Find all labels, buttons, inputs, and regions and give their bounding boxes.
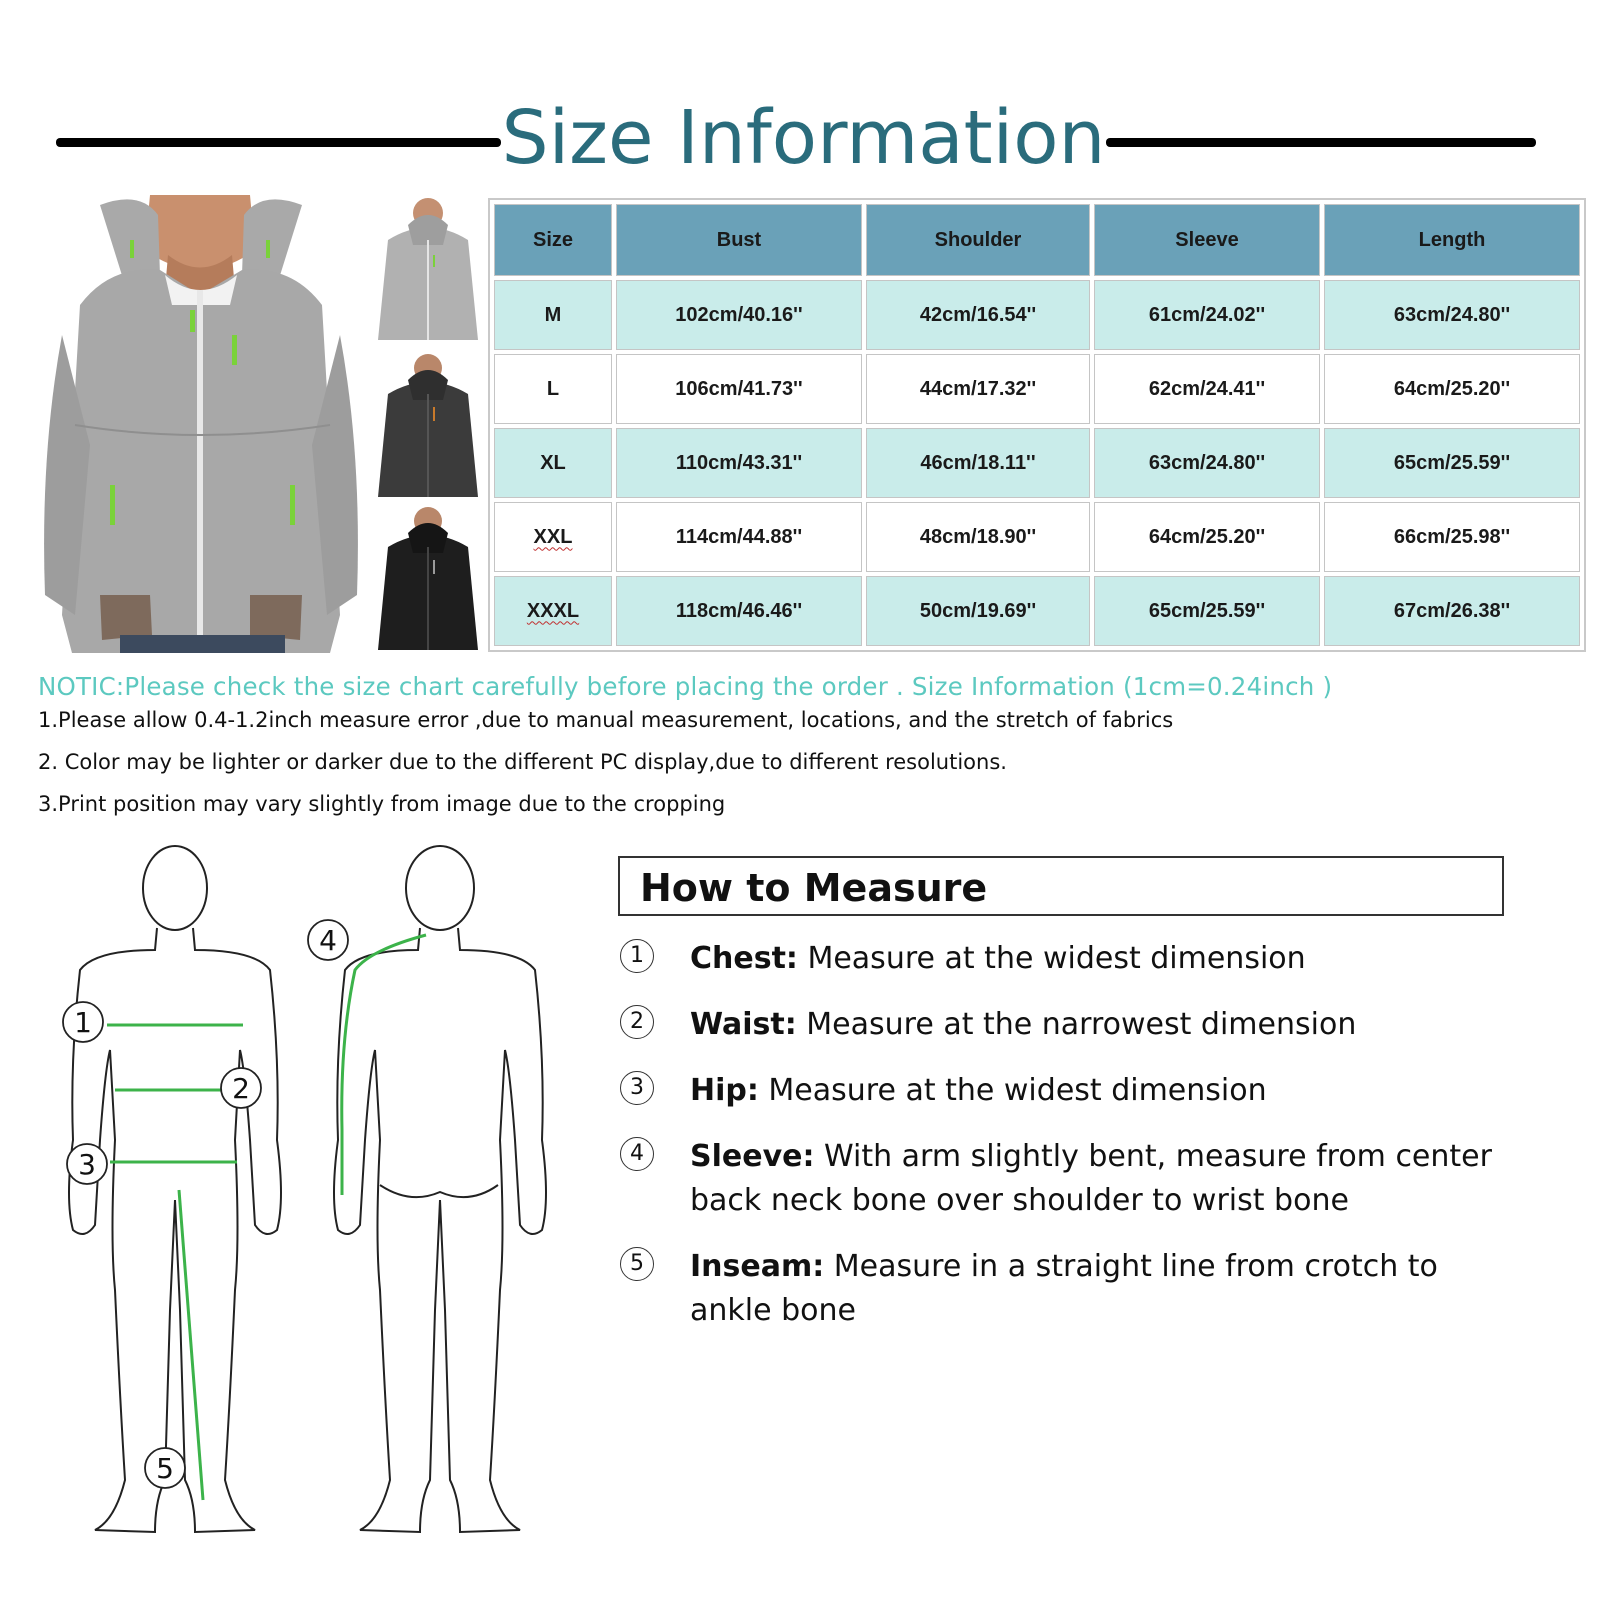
cell-length: 66cm/25.98'' (1324, 502, 1580, 572)
table-row (494, 354, 1580, 424)
cell-size: L (494, 354, 612, 424)
measure-label: Chest: (690, 941, 798, 976)
measure-label: Sleeve: (690, 1139, 815, 1174)
cell-sleeve: 64cm/25.20'' (1094, 502, 1320, 572)
measure-label: Hip: (690, 1073, 759, 1108)
measure-label: Waist: (690, 1007, 797, 1042)
table-row (494, 502, 1580, 572)
figure-marker-2: 2 (232, 1072, 250, 1105)
cell-shoulder: 48cm/18.90'' (866, 502, 1090, 572)
title-rule-left (56, 138, 501, 147)
figure-marker-1: 1 (74, 1006, 92, 1039)
note-print-position: 3.Print position may vary slightly from image due to the cropping (38, 792, 726, 816)
figure-marker-5: 5 (156, 1452, 174, 1485)
product-thumbnail-light-grey (373, 195, 483, 350)
note-measure-error: 1.Please allow 0.4-1.2inch measure error ,due to manual measurement, locations, and the stretch of fabrics (38, 708, 1174, 732)
measure-description (690, 937, 1520, 981)
cell-length: 67cm/26.38'' (1324, 576, 1580, 646)
page-title: Size Information (501, 95, 1106, 181)
cell-bust: 114cm/44.88'' (616, 502, 862, 572)
header-shoulder: Shoulder (866, 204, 1090, 276)
cell-bust: 118cm/46.46'' (616, 576, 862, 646)
cell-sleeve: 65cm/25.59'' (1094, 576, 1320, 646)
cell-shoulder: 44cm/17.32'' (866, 354, 1090, 424)
product-thumbnail-dark-grey (373, 352, 483, 502)
measure-text: Measure at the widest dimension (797, 941, 1306, 976)
header-bust: Bust (616, 204, 862, 276)
cell-bust: 106cm/41.73'' (616, 354, 862, 424)
header-size: Size (494, 204, 612, 276)
header-length: Length (1324, 204, 1580, 276)
size-notice: NOTIC:Please check the size chart carefully before placing the order . Size Information (1cm=0.24inch ) (38, 672, 1333, 701)
product-thumbnail-black (373, 505, 483, 655)
table-row (494, 576, 1580, 646)
table-row (494, 428, 1580, 498)
cell-size-text: XXXL (526, 599, 580, 622)
cell-size: XL (494, 428, 612, 498)
header-sleeve: Sleeve (1094, 204, 1320, 276)
cell-size (494, 576, 612, 646)
how-to-measure-title: How to Measure (640, 866, 988, 910)
cell-size (494, 502, 612, 572)
measure-text: Measure at the narrowest dimension (796, 1007, 1357, 1042)
title-bar (56, 88, 1536, 198)
cell-shoulder: 42cm/16.54'' (866, 280, 1090, 350)
table-header-row (494, 204, 1580, 276)
cell-shoulder: 50cm/19.69'' (866, 576, 1090, 646)
measure-number-3: 3 (620, 1071, 654, 1105)
cell-bust: 110cm/43.31'' (616, 428, 862, 498)
measure-number-5: 5 (620, 1247, 654, 1281)
cell-sleeve: 61cm/24.02'' (1094, 280, 1320, 350)
measure-text: Measure in a straight line from crotch to ankle bone (690, 1249, 1438, 1328)
figure-marker-3: 3 (78, 1148, 96, 1181)
cell-size: M (494, 280, 612, 350)
cell-bust: 102cm/40.16'' (616, 280, 862, 350)
measure-label: Inseam: (690, 1249, 825, 1284)
cell-size-text: XXL (533, 525, 573, 548)
measure-number-4: 4 (620, 1137, 654, 1171)
measure-text: With arm slightly bent, measure from center back neck bone over shoulder to wrist bone (690, 1139, 1492, 1218)
measure-description (690, 1135, 1520, 1223)
measure-description (690, 1069, 1520, 1113)
measure-text: Measure at the widest dimension (758, 1073, 1267, 1108)
cell-shoulder: 46cm/18.11'' (866, 428, 1090, 498)
measure-number-2: 2 (620, 1005, 654, 1039)
how-to-measure-header (618, 856, 1504, 916)
measure-number-1: 1 (620, 939, 654, 973)
title-rule-right (1106, 138, 1536, 147)
cell-sleeve: 62cm/24.41'' (1094, 354, 1320, 424)
product-photo-main (40, 195, 362, 653)
table-row (494, 280, 1580, 350)
measure-description (690, 1245, 1520, 1333)
body-figure-back (300, 840, 560, 1580)
cell-length: 63cm/24.80'' (1324, 280, 1580, 350)
body-figure-front (55, 840, 295, 1580)
note-color-variation: 2. Color may be lighter or darker due to the different PC display,due to different resolutions. (38, 750, 1007, 774)
cell-sleeve: 63cm/24.80'' (1094, 428, 1320, 498)
figure-marker-4: 4 (319, 924, 337, 957)
measure-description (690, 1003, 1520, 1047)
cell-length: 64cm/25.20'' (1324, 354, 1580, 424)
size-chart-table (488, 198, 1586, 652)
cell-length: 65cm/25.59'' (1324, 428, 1580, 498)
